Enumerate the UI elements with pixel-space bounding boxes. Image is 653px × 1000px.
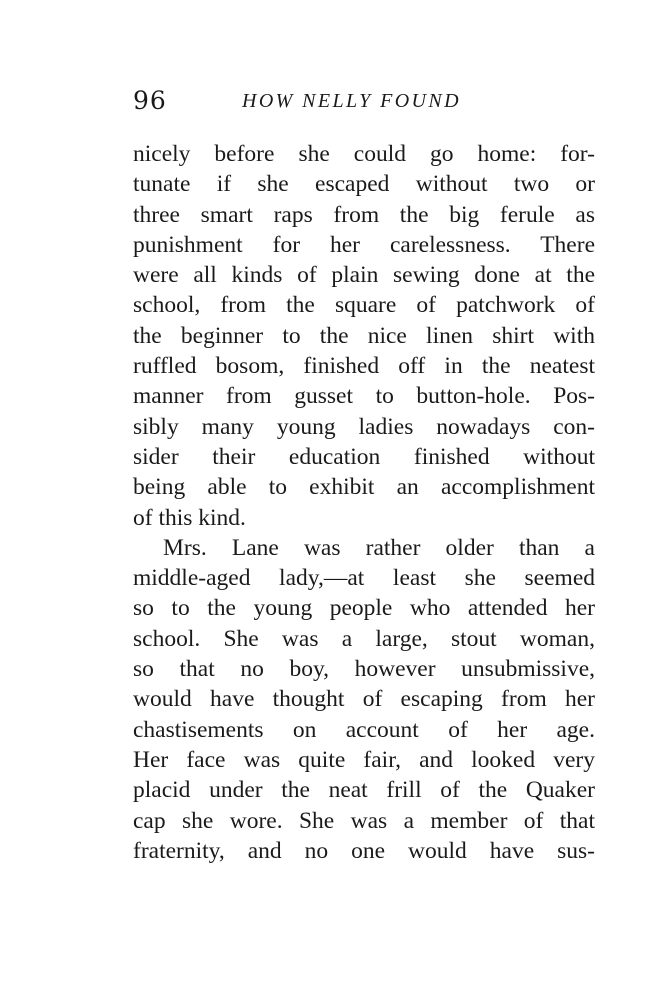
text-line: fraternity, and no one would have sus- [133, 837, 595, 864]
text-line: would have thought of escaping from her [133, 686, 595, 713]
body-text [133, 139, 595, 866]
text-line: school. She was a large, stout woman, [133, 625, 595, 652]
text-line: were all kinds of plain sewing done at the [133, 262, 595, 289]
text-line: Her face was quite fair, and looked very [133, 746, 595, 773]
text-line: placid under the neat frill of the Quaker [133, 777, 595, 804]
text-line: tunate if she escaped without two or [133, 171, 595, 198]
page-header [133, 86, 595, 120]
text-line: punishment for her carelessness. There [133, 231, 595, 258]
text-line: cap she wore. She was a member of that [133, 807, 595, 834]
text-line: being able to exhibit an accomplishment [133, 474, 595, 501]
text-line: nicely before she could go home: for- [133, 141, 595, 167]
text-line: so that no boy, however unsubmissive, [133, 656, 595, 683]
page-number: 96 [133, 86, 167, 115]
text-line: sider their education finished without [133, 443, 595, 470]
running-head: HOW NELLY FOUND [242, 90, 461, 112]
text-line: ruffled bosom, finished off in the neatest [133, 353, 595, 380]
text-line: the beginner to the nice linen shirt with [133, 322, 595, 349]
text-line: of this kind. [133, 504, 246, 531]
text-line: sibly many young ladies nowadays con- [133, 413, 595, 440]
text-line: three smart raps from the big ferule as [133, 201, 595, 228]
text-line: Mrs. Lane was rather older than a [163, 534, 595, 561]
text-line: school, from the square of patchwork of [133, 292, 595, 319]
text-line: so to the young people who attended her [133, 595, 595, 622]
text-line: chastisements on account of her age. [133, 716, 595, 743]
text-line: middle-aged lady,—at least she seemed [133, 565, 595, 592]
text-line: manner from gusset to button-hole. Pos- [133, 383, 595, 410]
